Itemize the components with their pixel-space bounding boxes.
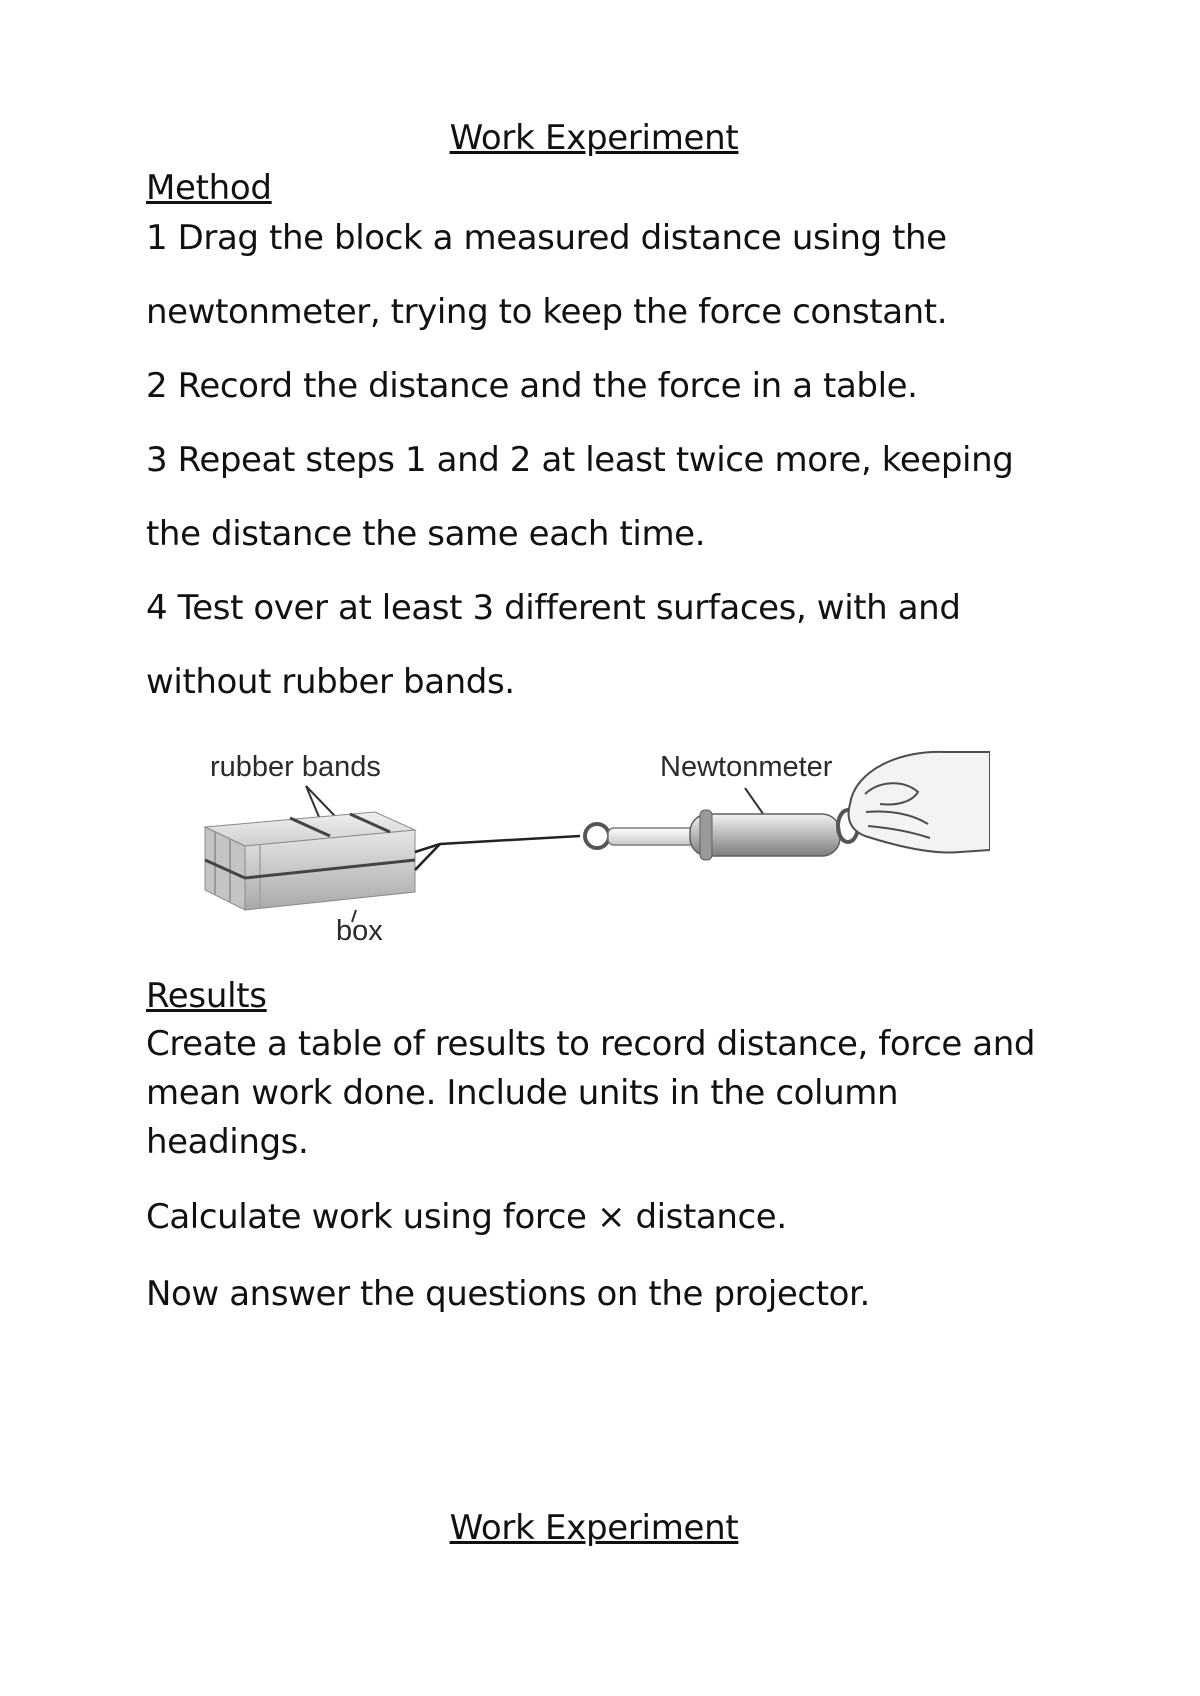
repeat-title: Work Experiment <box>449 1508 739 1548</box>
rubber-bands-label: rubber bands <box>210 751 381 783</box>
method-line-1: 1 Drag the block a measured distance using the <box>146 218 947 258</box>
box-label: box <box>336 915 383 947</box>
method-line-7: without rubber bands. <box>146 662 515 702</box>
method-line-4: 3 Repeat steps 1 and 2 at least twice more, keeping <box>146 440 1014 480</box>
method-line-3: 2 Record the distance and the force in a table. <box>146 366 918 406</box>
method-line-5: the distance the same each time. <box>146 514 706 554</box>
page-title: Work Experiment <box>449 118 739 158</box>
results-line-2: mean work done. Include units in the column <box>146 1073 899 1113</box>
results-line-3: headings. <box>146 1122 309 1162</box>
hook <box>585 824 609 848</box>
calculate-instruction: Calculate work using force × distance. <box>146 1197 787 1237</box>
method-heading: Method <box>146 168 272 208</box>
results-line-1: Create a table of results to record distance, force and <box>146 1024 1036 1064</box>
string <box>415 836 580 870</box>
method-line-6: 4 Test over at least 3 different surfaces, with and <box>146 588 961 628</box>
apparatus-diagram <box>200 740 990 955</box>
newtonmeter-label: Newtonmeter <box>660 751 833 783</box>
method-line-2: newtonmeter, trying to keep the force constant. <box>146 292 948 332</box>
hand <box>849 752 990 853</box>
results-heading: Results <box>146 976 267 1016</box>
newtonmeter <box>608 810 858 860</box>
answer-instruction: Now answer the questions on the projector. <box>146 1274 870 1314</box>
